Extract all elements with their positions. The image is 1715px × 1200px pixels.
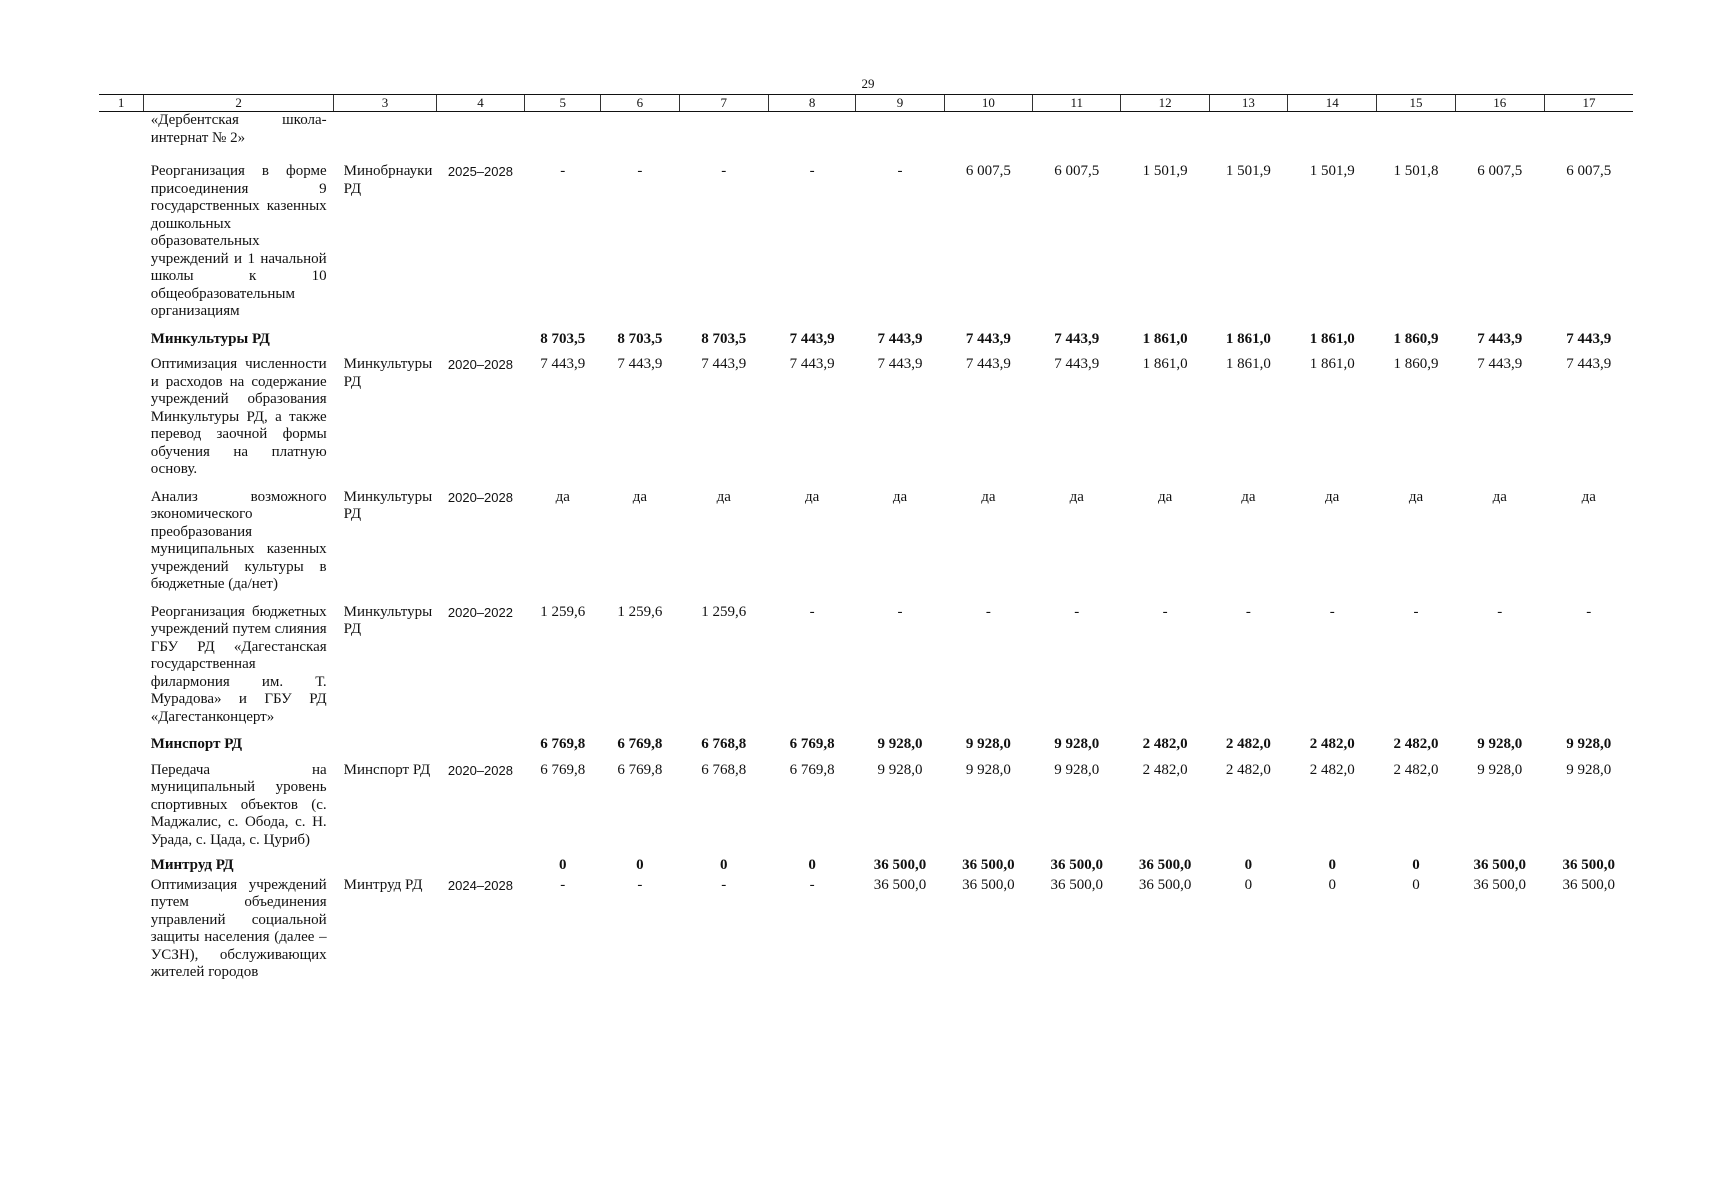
value-cell: 1 861,0 (1309, 330, 1355, 347)
value-cell: 36 500,0 (1473, 876, 1527, 893)
measure-description: Минкультуры РД (150, 330, 270, 347)
value-cell: 6 769,8 (617, 736, 663, 752)
value-cell: да (1157, 488, 1173, 505)
value-cell: 6 768,8 (701, 736, 747, 752)
column-header-8: 8 (768, 95, 855, 112)
value-cell: 9 928,0 (1477, 736, 1523, 752)
value-cell: 9 928,0 (1477, 761, 1523, 778)
table-row (99, 877, 1633, 982)
column-header-13: 13 (1209, 95, 1287, 112)
value-cell: 0 (1244, 876, 1253, 893)
column-header-6: 6 (601, 95, 679, 112)
value-cell: 2 482,0 (1393, 736, 1439, 752)
col-1-cell (99, 112, 144, 164)
value-cell (1455, 112, 1544, 164)
value-cell: - (897, 603, 903, 620)
responsible-agency (334, 331, 437, 357)
measure-description: Оптимизация учреждений путем объединения управлений социальной защиты населения (далее – УСЗН), обслуживающих жителей городов (150, 876, 327, 980)
value-cell: - (1162, 603, 1168, 620)
value-cell: 8 703,5 (617, 330, 663, 347)
value-cell: - (721, 163, 727, 179)
value-cell: 7 443,9 (540, 356, 586, 372)
value-cell: 0 (719, 857, 728, 873)
value-cell: 7 443,9 (617, 356, 663, 372)
column-header-9: 9 (856, 95, 944, 112)
implementation-period (436, 736, 524, 762)
value-cell (679, 112, 768, 164)
value-cell: 2 482,0 (1393, 761, 1439, 778)
value-cell: 7 443,9 (877, 330, 923, 347)
value-cell: 7 443,9 (1566, 356, 1612, 372)
value-cell: 1 861,0 (1309, 356, 1355, 372)
value-cell: - (1586, 603, 1592, 620)
column-header-16: 16 (1455, 95, 1544, 112)
table-body (99, 112, 1633, 982)
value-cell: 0 (636, 857, 644, 873)
value-cell: да (1241, 488, 1256, 505)
value-cell: 1 501,9 (1309, 163, 1355, 179)
value-cell: 1 860,9 (1393, 356, 1439, 372)
value-cell: - (1245, 603, 1251, 620)
page-number: 29 (861, 76, 875, 91)
column-header-1: 1 (99, 95, 144, 112)
implementation-period: 2025–2028 (447, 164, 513, 179)
implementation-period: 2020–2028 (447, 762, 513, 778)
measure-description: Анализ возможного экономического преобразования муниципальных казенных учреждений культуры в бюджетные (да/нет) (150, 488, 327, 592)
implementation-period: 2020–2028 (447, 357, 513, 372)
value-cell: 7 443,9 (1054, 330, 1100, 347)
value-cell (1288, 112, 1377, 164)
table-row (99, 857, 1633, 877)
column-header-14: 14 (1288, 95, 1377, 112)
measure-description: Оптимизация численности и расходов на содержание учреждений образования Минкультуры РД, а также перевод заочной формы обучения на платную основу. (150, 356, 327, 477)
value-cell: 8 703,5 (701, 330, 747, 347)
value-cell: 6 769,8 (789, 761, 835, 778)
column-number-header-row (99, 95, 1633, 112)
table-row (99, 112, 1633, 164)
col-1-cell (99, 857, 144, 877)
value-cell: 9 928,0 (965, 736, 1011, 752)
value-cell: 7 443,9 (789, 330, 835, 347)
col-1-cell (99, 331, 144, 357)
value-cell: 7 443,9 (1566, 330, 1612, 347)
column-header-7: 7 (679, 95, 768, 112)
value-cell: - (1413, 603, 1419, 620)
value-cell: да (1325, 488, 1340, 505)
table-row (99, 736, 1633, 762)
value-cell: 6 769,8 (540, 761, 586, 778)
value-cell: 2 482,0 (1142, 736, 1188, 752)
responsible-agency: Минкультуры РД (343, 603, 433, 637)
data-table (99, 94, 1633, 982)
value-cell: - (560, 163, 566, 179)
value-cell: 2 482,0 (1309, 736, 1355, 752)
value-cell: 7 443,9 (1477, 330, 1523, 347)
value-cell (601, 112, 679, 164)
value-cell: 1 861,0 (1142, 330, 1188, 347)
value-cell: - (809, 876, 815, 893)
value-cell: да (716, 488, 731, 505)
value-cell: 36 500,0 (1050, 857, 1103, 873)
value-cell: 0 (808, 857, 816, 873)
value-cell: 1 259,6 (617, 603, 663, 620)
value-cell: 36 500,0 (1562, 876, 1615, 893)
value-cell: 0 (1412, 857, 1420, 873)
value-cell: - (809, 603, 815, 620)
col-1-cell (99, 163, 144, 331)
value-cell: 1 861,0 (1225, 356, 1271, 372)
responsible-agency: Минобрнауки РД (343, 163, 433, 197)
value-cell: 6 007,5 (1477, 163, 1523, 179)
col-1-cell (99, 604, 144, 737)
value-cell: 36 500,0 (1138, 876, 1192, 893)
measure-description: «Дербентская школа-интернат № 2» (150, 112, 327, 146)
value-cell: 36 500,0 (1050, 876, 1103, 893)
value-cell: 1 501,8 (1393, 163, 1439, 179)
value-cell: - (897, 163, 903, 179)
value-cell: 7 443,9 (1054, 356, 1100, 372)
value-cell: 7 443,9 (1477, 356, 1523, 372)
value-cell (768, 112, 855, 164)
table-row (99, 489, 1633, 604)
value-cell: 6 007,5 (1566, 163, 1612, 179)
measure-description: Реорганизация бюджетных учреждений путем слияния ГБУ РД «Дагестанская государственная филармония им. Т. Мурадова» и ГБУ РД «Дагестанконцерт» (150, 603, 327, 725)
responsible-agency: Минтруд РД (343, 876, 423, 893)
col-1-cell (99, 762, 144, 858)
implementation-period: 2024–2028 (447, 877, 513, 893)
implementation-period (436, 112, 524, 164)
value-cell: 1 259,6 (540, 603, 586, 620)
value-cell: 36 500,0 (873, 857, 927, 873)
value-cell: да (632, 488, 648, 505)
column-header-4: 4 (436, 95, 524, 112)
table-row (99, 331, 1633, 357)
value-cell: 6 769,8 (540, 736, 586, 752)
responsible-agency (334, 736, 437, 762)
value-cell (856, 112, 944, 164)
column-header-11: 11 (1033, 95, 1121, 112)
value-cell: 9 928,0 (877, 736, 923, 752)
value-cell: - (985, 603, 991, 620)
value-cell (1545, 112, 1634, 164)
value-cell: да (1069, 488, 1084, 505)
responsible-agency: Минкультуры РД (343, 356, 433, 390)
responsible-agency: Минкультуры РД (343, 488, 433, 522)
implementation-period: 2020–2022 (447, 604, 513, 620)
value-cell: да (892, 488, 908, 505)
value-cell: - (637, 876, 643, 893)
value-cell: да (1408, 488, 1424, 505)
value-cell: 9 928,0 (1054, 761, 1100, 778)
column-header-2: 2 (144, 95, 334, 112)
value-cell: 36 500,0 (873, 876, 927, 893)
value-cell: 9 928,0 (877, 761, 923, 778)
value-cell: 9 928,0 (1566, 736, 1612, 752)
value-cell: 0 (1328, 876, 1336, 893)
value-cell: да (1581, 488, 1596, 505)
value-cell: 6 769,8 (789, 736, 835, 752)
value-cell: - (1074, 603, 1080, 620)
responsible-agency (334, 857, 437, 877)
value-cell: 36 500,0 (1138, 857, 1192, 873)
table-row (99, 356, 1633, 489)
value-cell: 2 482,0 (1225, 736, 1271, 752)
value-cell: 1 861,0 (1142, 356, 1188, 372)
value-cell: 1 861,0 (1225, 330, 1271, 347)
value-cell (1209, 112, 1287, 164)
measure-description: Минтруд РД (150, 857, 234, 873)
implementation-period: 2020–2028 (447, 489, 513, 505)
value-cell: да (555, 488, 570, 505)
value-cell: - (1329, 603, 1335, 620)
value-cell: 7 443,9 (965, 356, 1011, 372)
value-cell: 7 443,9 (877, 356, 923, 372)
value-cell (525, 112, 601, 164)
responsible-agency (334, 112, 437, 164)
value-cell: 0 (1244, 857, 1253, 873)
responsible-agency: Минспорт РД (343, 761, 431, 778)
value-cell: да (804, 488, 820, 505)
value-cell: 1 501,9 (1142, 163, 1188, 179)
value-cell (1377, 112, 1455, 164)
column-header-12: 12 (1121, 95, 1209, 112)
value-cell: 7 443,9 (789, 356, 835, 372)
value-cell: 2 482,0 (1225, 761, 1271, 778)
value-cell: - (560, 876, 566, 893)
value-cell: 1 259,6 (701, 603, 747, 620)
value-cell: 1 501,9 (1225, 163, 1271, 179)
value-cell (1033, 112, 1121, 164)
value-cell: да (981, 488, 996, 505)
value-cell: 9 928,0 (1054, 736, 1100, 752)
col-1-cell (99, 489, 144, 604)
implementation-period (436, 857, 524, 877)
value-cell: 9 928,0 (1566, 761, 1612, 778)
value-cell: 0 (558, 857, 567, 873)
value-cell: 0 (1328, 857, 1336, 873)
table-row (99, 762, 1633, 858)
measure-description: Реорганизация в форме присоединения 9 государственных казенных дошкольных образовательных учреждений и 1 начальной школы к 10 общеобразовательным организациям (150, 163, 327, 319)
value-cell: 36 500,0 (1562, 857, 1615, 873)
value-cell: 6 768,8 (701, 761, 747, 778)
value-cell: 6 007,5 (965, 163, 1011, 179)
column-header-3: 3 (334, 95, 437, 112)
value-cell: - (637, 163, 643, 179)
table-row (99, 604, 1633, 737)
col-1-cell (99, 736, 144, 762)
value-cell: 2 482,0 (1309, 761, 1355, 778)
measure-description: Передача на муниципальный уровень спортивных объектов (с. Маджалис, с. Обода, с. Н. Урада, с. Цада, с. Цуриб) (150, 761, 327, 848)
implementation-period (436, 331, 524, 357)
value-cell: 7 443,9 (965, 330, 1011, 347)
column-header-15: 15 (1377, 95, 1455, 112)
value-cell: 6 769,8 (617, 761, 663, 778)
value-cell: - (1497, 603, 1503, 620)
value-cell: 36 500,0 (1473, 857, 1527, 873)
measure-description: Минспорт РД (150, 736, 243, 752)
value-cell: да (1492, 488, 1507, 505)
value-cell: 36 500,0 (962, 857, 1015, 873)
value-cell: - (809, 163, 815, 179)
value-cell: - (721, 876, 727, 893)
value-cell: 6 007,5 (1054, 163, 1100, 179)
value-cell: 0 (1412, 876, 1420, 893)
column-header-17: 17 (1545, 95, 1634, 112)
value-cell: 2 482,0 (1142, 761, 1188, 778)
column-header-5: 5 (525, 95, 601, 112)
value-cell: 1 860,9 (1393, 330, 1439, 347)
value-cell: 9 928,0 (965, 761, 1011, 778)
value-cell (1121, 112, 1209, 164)
column-header-10: 10 (944, 95, 1032, 112)
value-cell (944, 112, 1032, 164)
value-cell: 7 443,9 (701, 356, 747, 372)
table-row (99, 163, 1633, 331)
value-cell: 36 500,0 (962, 876, 1015, 893)
col-1-cell (99, 356, 144, 489)
col-1-cell (99, 877, 144, 982)
value-cell: 8 703,5 (540, 330, 586, 347)
